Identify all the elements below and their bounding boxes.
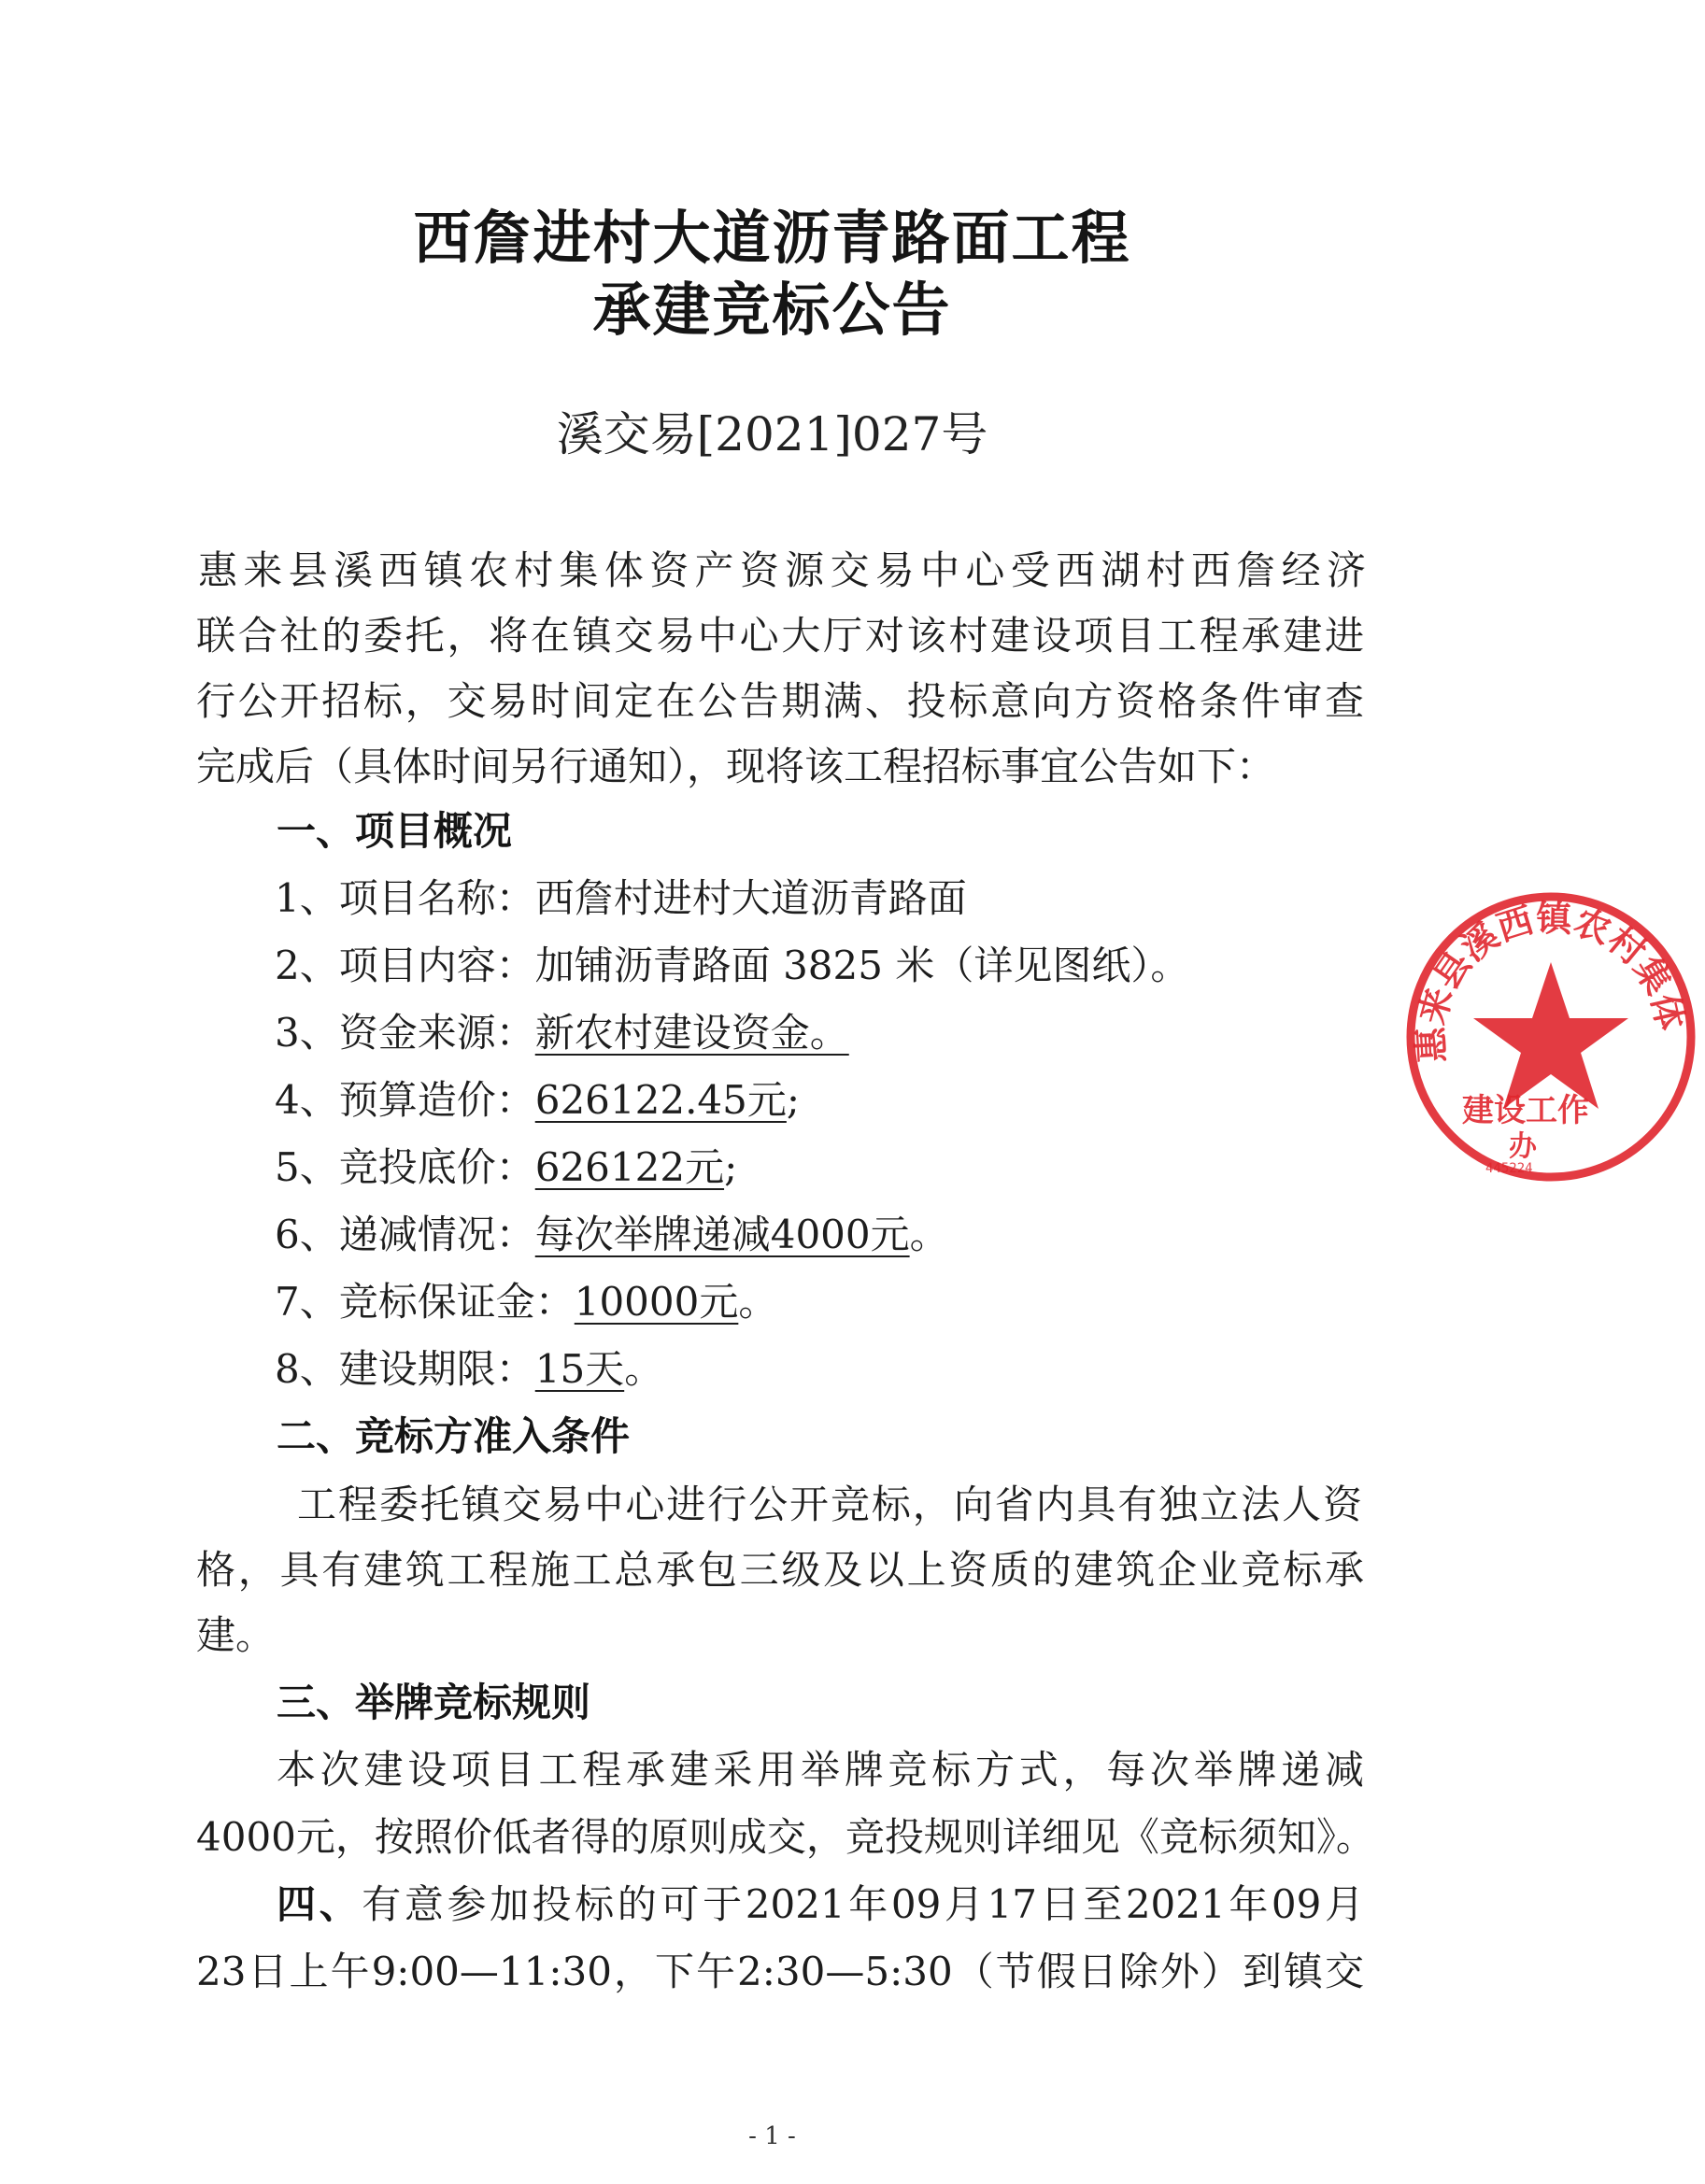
project-item-1: [275, 875, 967, 921]
document-title-line-2: 承建竞标公告: [592, 276, 952, 344]
project-item-suffix: ;: [786, 1077, 801, 1123]
seal-bottom-text: 办: [1509, 1130, 1537, 1163]
seal-arc-text: 惠来县溪西镇农村集体: [1410, 898, 1692, 1064]
section-2-heading: 二、竞标方准入条件: [277, 1413, 631, 1459]
project-item-label: 5、竞投底价：: [275, 1144, 535, 1190]
intro-line-4: 完成后（具体时间另行通知），现将该工程招标事宜公告如下：: [196, 744, 1276, 789]
project-item-7: [275, 1279, 778, 1325]
project-item-value: 15天: [534, 1346, 625, 1392]
project-item-value: 626122元: [534, 1144, 725, 1190]
project-item-label: 4、预算造价：: [275, 1077, 535, 1123]
official-seal: [1397, 883, 1705, 1191]
section-4-line-1: [277, 1881, 1364, 1927]
section-3-line-1: 本次建设项目工程承建采用举牌竞标方式，每次举牌递减: [277, 1747, 1364, 1793]
section-1-heading: 一、项目概况: [277, 808, 513, 854]
project-item-3: [275, 1010, 849, 1056]
project-item-value: 10000元: [574, 1279, 739, 1325]
project-item-label: 2、项目内容：: [275, 943, 535, 988]
project-item-suffix: ;: [724, 1144, 738, 1190]
project-item-2: [275, 943, 1190, 988]
section-2-line-2: 格，具有建筑工程施工总承包三级及以上资质的建筑企业竞标承: [196, 1547, 1364, 1593]
project-item-4: [275, 1077, 801, 1123]
project-item-label: 3、资金来源：: [275, 1010, 535, 1056]
project-item-suffix: 。: [738, 1279, 778, 1325]
project-item-label: 8、建设期限：: [275, 1346, 535, 1392]
project-item-value: 每次举牌递减4000元: [534, 1212, 910, 1257]
project-item-suffix: 。: [909, 1212, 949, 1257]
seal-middle-text: 建设工作: [1462, 1092, 1589, 1129]
project-item-label: 1、项目名称：: [275, 875, 535, 921]
project-item-value: 西詹村进村大道沥青路面: [534, 875, 967, 921]
intro-line-2: 联合社的委托，将在镇交易中心大厅对该村建设项目工程承建进: [196, 613, 1364, 659]
document-title-line-1: 西詹进村大道沥青路面工程: [413, 204, 1131, 272]
project-item-label: 7、竞标保证金：: [275, 1279, 575, 1325]
section-3-heading: 三、举牌竞标规则: [277, 1680, 591, 1725]
project-item-suffix: 。: [624, 1346, 664, 1392]
project-item-value: 加铺沥青路面 3825 米（详见图纸）。: [534, 943, 1190, 988]
section-4-line-2: 23日上午9:00—11:30，下午2:30—5:30（节假日除外）到镇交: [196, 1949, 1364, 1994]
document-number: 溪交易[2021]027号: [556, 407, 988, 461]
page-number: - 1 -: [748, 2122, 796, 2150]
section-2-line-1: 工程委托镇交易中心进行公开竞标，向省内具有独立法人资: [297, 1482, 1362, 1527]
intro-line-3: 行公开招标，交易时间定在公告期满、投标意向方资格条件审查: [196, 678, 1364, 724]
section-4-lead: 四、: [277, 1881, 362, 1927]
project-item-value: 626122.45元: [534, 1077, 787, 1123]
project-item-5: [275, 1144, 738, 1190]
section-4-text: 有意参加投标的可于2021年09月17日至2021年09月: [362, 1881, 1364, 1927]
project-item-label: 6、递减情况：: [275, 1212, 535, 1257]
project-item-value: 新农村建设资金。: [534, 1010, 849, 1056]
section-2-line-3: 建。: [196, 1612, 276, 1658]
section-3-line-2: 4000元，按照价低者得的原则成交，竞投规则详细见《竞标须知》。: [196, 1814, 1375, 1860]
intro-line-1: 惠来县溪西镇农村集体资产资源交易中心受西湖村西詹经济: [198, 547, 1366, 593]
project-item-6: [275, 1212, 949, 1257]
seal-code: 445224: [1485, 1161, 1533, 1176]
project-item-8: [275, 1346, 664, 1392]
